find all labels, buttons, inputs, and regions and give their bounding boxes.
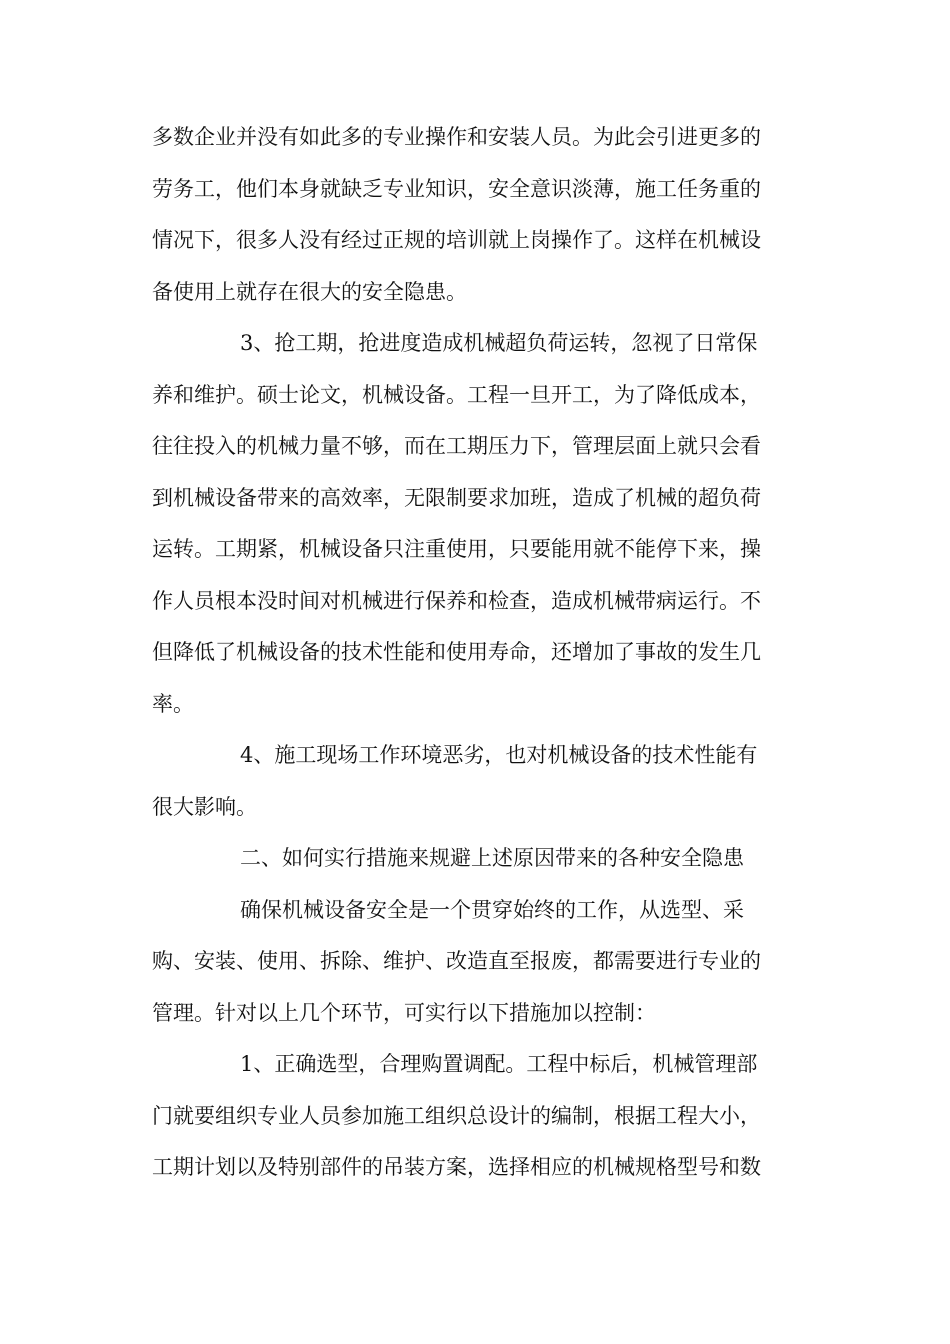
text-line: 养和维护。硕士论文，机械设备。工程一旦开工，为了降低成本， [152,382,761,407]
paragraph-start-line: 1、正确选型，合理购置调配。工程中标后，机械管理部 [240,1052,758,1076]
body-text [152,112,802,1194]
text-line: 备使用上就存在很大的安全隐患。 [152,279,467,304]
section-heading: 二、如何实行措施来规避上述原因带来的各种安全隐患 [240,846,744,870]
text-line: 很大影响。 [152,794,257,819]
paragraph-start-line: 3、抢工期，抢进度造成机械超负荷运转，忽视了日常保 [240,331,758,355]
paragraph-start-line: 4、施工现场工作环境恶劣，也对机械设备的技术性能有 [240,743,758,767]
text-line: 工期计划以及特别部件的吊装方案，选择相应的机械规格型号和数 [152,1155,761,1179]
text-line: 运转。工期紧，机械设备只注重使用，只要能用就不能停下来，操 [152,537,761,561]
text-line: 到机械设备带来的高效率，无限制要求加班，造成了机械的超负荷 [152,485,761,510]
text-line: 但降低了机械设备的技术性能和使用寿命，还增加了事故的发生几 [152,640,761,664]
text-line: 多数企业并没有如此多的专业操作和安装人员。为此会引进更多的 [152,125,761,149]
text-line: 劳务工，他们本身就缺乏专业知识，安全意识淡薄，施工任务重的 [152,176,761,201]
text-line: 门就要组织专业人员参加施工组织总设计的编制，根据工程大小， [152,1103,761,1128]
text-line: 管理。针对以上几个环节，可实行以下措施加以控制： [152,1000,656,1025]
text-line: 往往投入的机械力量不够，而在工期压力下，管理层面上就只会看 [152,434,761,458]
text-line: 率。 [152,691,194,716]
text-line: 作人员根本没时间对机械进行保养和检查，造成机械带病运行。不 [152,588,761,613]
text-line: 情况下，很多人没有经过正规的培训就上岗操作了。这样在机械设 [152,228,761,252]
paragraph-start-line: 确保机械设备安全是一个贯穿始终的工作，从选型、采 [240,897,744,922]
text-line: 购、安装、使用、拆除、维护、改造直至报废，都需要进行专业的 [152,949,761,973]
